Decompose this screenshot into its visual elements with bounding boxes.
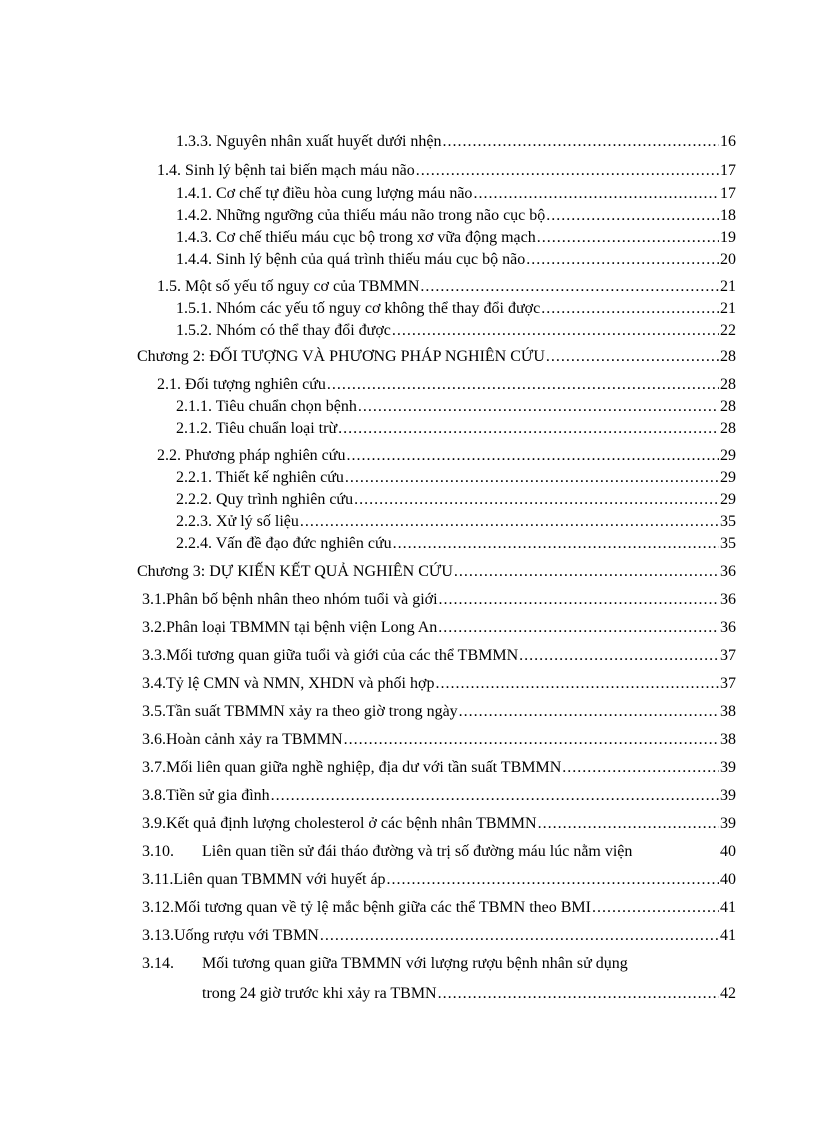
toc-entry-2-1[interactable] (157, 374, 736, 396)
toc-entry-3-4[interactable] (142, 673, 736, 695)
toc-entry-2-1-1[interactable] (176, 396, 736, 418)
toc-entry-page: 39 (720, 815, 736, 832)
toc-entry-3-5[interactable] (142, 701, 736, 723)
toc-entry-3-8[interactable] (142, 785, 736, 807)
toc-entry-2-2-4[interactable] (176, 533, 736, 555)
toc-entry-2-1-2[interactable] (176, 418, 736, 440)
toc-entry-text: Tần suất TBMMN xảy ra theo giờ trong ngày (166, 703, 458, 720)
toc-leader (338, 418, 719, 440)
toc-entry-3-3[interactable] (142, 645, 736, 667)
toc-leader (358, 396, 719, 418)
toc-entry-text: 2.1. Đối tượng nghiên cứu (157, 376, 326, 393)
toc-leader (345, 467, 719, 489)
toc-entry-1-5[interactable] (157, 276, 736, 298)
toc-entry-3-2[interactable] (142, 617, 736, 639)
toc-leader (393, 533, 719, 555)
toc-entry-3-12[interactable] (142, 897, 736, 919)
toc-leader (546, 346, 719, 368)
toc-entry-page: 37 (720, 647, 736, 664)
toc-entry-page: 28 (720, 398, 736, 415)
toc-entry-page: 36 (720, 619, 736, 636)
toc-entry-text: Chương 3: DỰ KIẾN KẾT QUẢ NGHIÊN CỨU (137, 563, 453, 580)
toc-entry-number: 3.1. (142, 591, 166, 608)
toc-entry-page: 42 (720, 985, 736, 1002)
toc-entry-page: 38 (720, 731, 736, 748)
toc-leader (300, 511, 719, 533)
toc-entry-text: 1.5.2. Nhóm có thể thay đổi được (176, 322, 391, 339)
toc-entry-number: 3.12. (142, 899, 174, 916)
toc-leader (443, 131, 719, 153)
toc-entry-text: 1.4. Sinh lý bệnh tai biến mạch máu não (157, 162, 415, 179)
toc-entry-1-3-3[interactable] (176, 131, 736, 153)
toc-entry-text: Chương 2: ĐỐI TƯỢNG VÀ PHƯƠNG PHÁP NGHIÊN CỨU (137, 348, 545, 365)
toc-entry-page: 39 (720, 787, 736, 804)
toc-entry-number: 3.5. (142, 703, 166, 720)
toc-entry-text: Mối liên quan giữa nghề nghiệp, địa dư với tần suất TBMMN (166, 759, 562, 776)
toc-entry-text: Mối tương quan giữa TBMMN với lượng rượu bệnh nhân sử dụng (202, 955, 628, 972)
toc-entry-number: 3.2. (142, 619, 166, 636)
toc-entry-text: Phân bố bệnh nhân theo nhóm tuổi và giới (166, 591, 438, 608)
toc-entry-page: 40 (720, 843, 736, 860)
toc-entry-page: 37 (720, 675, 736, 692)
toc-entry-3-1[interactable] (142, 589, 736, 611)
toc-entry-number: 3.13. (142, 927, 174, 944)
toc-entry-page: 29 (720, 447, 736, 464)
toc-entry-text: 1.5.1. Nhóm các yếu tố nguy cơ không thể thay đổi được (176, 300, 541, 317)
toc-leader (454, 561, 719, 583)
toc-entry-chapter-2[interactable] (137, 346, 736, 368)
toc-entry-page: 28 (720, 420, 736, 437)
toc-entry-page: 36 (720, 591, 736, 608)
toc-leader (537, 227, 719, 249)
toc-entry-3-7[interactable] (142, 757, 736, 779)
toc-entry-page: 35 (720, 535, 736, 552)
toc-entry-page: 20 (720, 251, 736, 268)
toc-entry-text: 1.5. Một số yếu tố nguy cơ của TBMMN (157, 278, 420, 295)
toc-leader (354, 489, 719, 511)
toc-entry-3-14[interactable] (142, 953, 736, 975)
toc-entry-text: Tỷ lệ CMN và NMN, XHDN và phối hợp (166, 675, 435, 692)
toc-entry-page: 38 (720, 703, 736, 720)
toc-entry-page: 28 (720, 376, 736, 393)
toc-entry-text: 2.1.2. Tiêu chuẩn loại trừ (176, 420, 338, 437)
toc-entry-1-4-2[interactable] (176, 205, 736, 227)
toc-entry-text: 2.2.1. Thiết kế nghiên cứu (176, 469, 344, 486)
toc-entry-page: 18 (720, 207, 736, 224)
toc-leader (327, 374, 719, 396)
toc-entry-1-5-2[interactable] (176, 320, 736, 342)
toc-entry-page: 17 (720, 185, 736, 202)
toc-leader (438, 983, 719, 1005)
toc-leader (439, 589, 719, 611)
toc-entry-page: 29 (720, 469, 736, 486)
toc-entry-text: 1.4.2. Những ngưỡng của thiếu máu não trong não cục bộ (176, 207, 546, 224)
toc-entry-2-2-2[interactable] (176, 489, 736, 511)
toc-entry-number: 3.7. (142, 759, 166, 776)
toc-leader (541, 298, 719, 320)
toc-entry-3-6[interactable] (142, 729, 736, 751)
toc-entry-page: 35 (720, 513, 736, 530)
toc-leader (420, 276, 719, 298)
toc-entry-text: trong 24 giờ trước khi xảy ra TBMN (202, 985, 437, 1002)
toc-entry-text: Phân loại TBMMN tại bệnh viện Long An (166, 619, 438, 636)
toc-leader (519, 645, 719, 667)
toc-entry-page: 21 (720, 278, 736, 295)
toc-leader (346, 445, 719, 467)
toc-entry-text: Hoàn cảnh xảy ra TBMMN (166, 731, 343, 748)
toc-entry-text: 2.2. Phương pháp nghiên cứu (157, 447, 346, 464)
toc-entry-3-14-continuation[interactable] (202, 983, 736, 1005)
toc-entry-number: 3.10. (142, 843, 174, 860)
toc-entry-page: 16 (720, 133, 736, 150)
toc-leader (435, 673, 719, 695)
toc-entry-page: 41 (720, 927, 736, 944)
toc-leader (473, 183, 719, 205)
toc-leader (271, 785, 719, 807)
toc-leader (592, 897, 719, 919)
toc-entry-text: Uống rượu với TBMN (174, 927, 319, 944)
toc-leader (562, 757, 719, 779)
toc-entry-text: Mối tương quan về tỷ lệ mắc bệnh giữa các thể TBMN theo BMI (174, 899, 591, 916)
toc-entry-page: 19 (720, 229, 736, 246)
toc-entry-page: 36 (720, 563, 736, 580)
toc-entry-number: 3.9. (142, 815, 166, 832)
toc-leader (416, 160, 719, 182)
toc-leader (546, 205, 719, 227)
toc-entry-page: 41 (720, 899, 736, 916)
toc-leader (344, 729, 719, 751)
toc-leader (538, 813, 719, 835)
toc-entry-text: 1.4.4. Sinh lý bệnh của quá trình thiếu máu cục bộ não (176, 251, 526, 268)
toc-entry-1-4[interactable] (157, 160, 736, 182)
toc-entry-text: 1.4.3. Cơ chế thiếu máu cục bộ trong xơ vữa động mạch (176, 229, 536, 246)
toc-leader (459, 701, 719, 723)
toc-entry-3-13[interactable] (142, 925, 736, 947)
toc-entry-text: Mối tương quan giữa tuổi và giới của các thể TBMMN (166, 647, 519, 664)
toc-entry-number: 3.3. (142, 647, 166, 664)
toc-entry-page: 39 (720, 759, 736, 776)
toc-leader (387, 869, 719, 891)
toc-entry-page: 17 (720, 162, 736, 179)
toc-entry-page: 21 (720, 300, 736, 317)
toc-entry-3-11[interactable] (142, 869, 736, 891)
toc-leader (526, 249, 719, 271)
toc-entry-number: 3.4. (142, 675, 166, 692)
toc-entry-text: Tiền sử gia đình (166, 787, 270, 804)
toc-entry-text: 1.4.1. Cơ chế tự điều hòa cung lượng máu não (176, 185, 473, 202)
toc-leader (438, 617, 719, 639)
toc-entry-chapter-3[interactable] (137, 561, 736, 583)
toc-entry-page: 22 (720, 322, 736, 339)
toc-entry-3-9[interactable] (142, 813, 736, 835)
toc-entry-number: 3.6. (142, 731, 166, 748)
toc-entry-2-2[interactable] (157, 445, 736, 467)
toc-entry-page: 40 (720, 871, 736, 888)
toc-entry-1-4-1[interactable] (176, 183, 736, 205)
toc-entry-2-2-1[interactable] (176, 467, 736, 489)
toc-entry-text: 2.2.4. Vấn đề đạo đức nghiên cứu (176, 535, 392, 552)
toc-entry-3-10[interactable] (142, 841, 736, 863)
toc-leader (320, 925, 719, 947)
toc-entry-1-4-4[interactable] (176, 249, 736, 271)
toc-entry-text: 2.2.3. Xử lý số liệu (176, 513, 299, 530)
toc-entry-number: 3.8. (142, 787, 166, 804)
toc-entry-page: 28 (720, 348, 736, 365)
toc-entry-page: 29 (720, 491, 736, 508)
toc-entry-text: 2.2.2. Quy trình nghiên cứu (176, 491, 354, 508)
toc-entry-1-4-3[interactable] (176, 227, 736, 249)
toc-leader (392, 320, 719, 342)
toc-entry-text: 2.1.1. Tiêu chuẩn chọn bệnh (176, 398, 357, 415)
toc-entry-number: 3.14. (142, 955, 174, 972)
toc-entry-text: Kết quả định lượng cholesterol ở các bệnh nhân TBMMN (166, 815, 537, 832)
toc-entry-text: 1.3.3. Nguyên nhân xuất huyết dưới nhện (176, 133, 442, 150)
toc-entry-2-2-3[interactable] (176, 511, 736, 533)
toc-entry-number: 3.11. (142, 871, 174, 888)
toc-entry-text: Liên quan tiền sử đái tháo đường và trị số đường máu lúc nằm viện (202, 843, 633, 860)
toc-entry-1-5-1[interactable] (176, 298, 736, 320)
toc-entry-text: Liên quan TBMMN với huyết áp (173, 871, 386, 888)
